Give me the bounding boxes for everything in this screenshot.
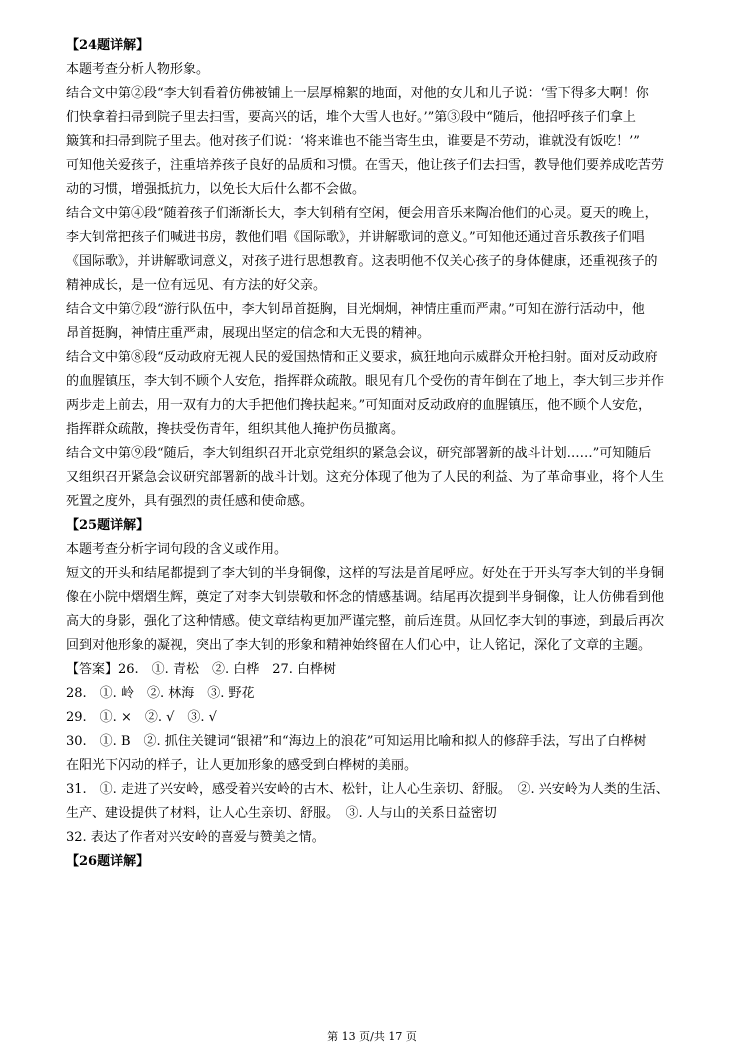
text-line: 短文的开头和结尾都提到了李大钊的半身铜像，这样的写法是首尾呼应。好处在于开头写李大钊的半身铜 [66, 566, 665, 581]
text-line: 死置之度外，具有强烈的责任感和使命感。 [66, 494, 314, 509]
answer-line: 在阳光下闪动的样子，让人更加形象的感受到白桦树的美丽。 [66, 758, 418, 773]
text-line: 又组织召开紧急会议研究部署新的战斗计划。这充分体现了他为了人民的利益、为了革命事业，将个人生 [66, 470, 665, 485]
text-line: 簸箕和扫帚到院子里去。他对孩子们说：‘将来谁也不能当寄生虫，谁要是不劳动，谁就没有饭吃！’” [66, 134, 640, 149]
answer-line: 生产、建设提供了材料，让人心生亲切、舒服。 ③. 人与山的关系日益密切 [66, 806, 497, 821]
section-heading-25: 【25题详解】 [66, 518, 150, 533]
text-line: 指挥群众疏散，搀扶受伤青年，组织其他人掩护伤员撤离。 [66, 422, 405, 437]
answer-line: 29. ①. × ②. √ ③. √ [66, 710, 217, 725]
document-body [66, 36, 680, 876]
text-line: 昂首挺胸，神情庄重严肃，展现出坚定的信念和大无畏的精神。 [66, 326, 431, 341]
text-line: 可知他关爱孩子，注重培养孩子良好的品质和习惯。在雪天，他让孩子们去扫雪，教导他们要养成吃苦劳 [66, 158, 665, 173]
text-line: 精神成长，是一位有远见、有方法的好父亲。 [66, 278, 327, 293]
page-number-footer: 第 13 页/共 17 页 [327, 1030, 417, 1043]
text-line: 结合文中第④段“随着孩子们渐渐长大，李大钊稍有空闲，便会用音乐来陶冶他们的心灵。夏天的晚上， [66, 206, 658, 221]
text-line: 们快拿着扫帚到院子里去扫雪，要高兴的话，堆个大雪人也好。’”第③段中“随后，他招呼孩子们拿上 [66, 110, 636, 125]
text-line: 结合文中第⑨段“随后，李大钊组织召开北京党组织的紧急会议，研究部署新的战斗计划……”可知随后 [66, 446, 652, 461]
section-heading-24: 【24题详解】 [66, 38, 150, 53]
text-line: 回到对他形象的凝视，突出了李大钊的形象和精神始终留在人们心中，让人铭记，深化了文章的主题。 [66, 638, 652, 653]
text-line: 李大钊常把孩子们喊进书房，教他们唱《国际歌》，并讲解歌词的意义。”可知他还通过音乐教孩子们唱 [66, 230, 645, 245]
text-line: 本题考查分析字词句段的含义或作用。 [66, 542, 288, 557]
text-line: 结合文中第⑧段“反动政府无视人民的爱国热情和正义要求，疯狂地向示威群众开枪扫射。面对反动政府 [66, 350, 658, 365]
text-line: 的血腥镇压，李大钊不顾个人安危，指挥群众疏散。眼见有几个受伤的青年倒在了地上，李大钊三步并作 [66, 374, 665, 389]
text-line: 《国际歌》，并讲解歌词意义，对孩子进行思想教育。这表明他不仅关心孩子的身体健康，还重视孩子的 [66, 254, 658, 269]
answer-line: 28. ①. 岭 ②. 林海 ③. 野花 [66, 686, 255, 701]
answer-line: 【答案】26. ①. 青松 ②. 白桦 27. 白桦树 [66, 662, 337, 677]
text-line: 高大的身影，强化了这种情感。使文章结构更加严谨完整，前后连贯。从回忆李大钊的事迹，到最后再次 [66, 614, 665, 629]
answer-line: 30. ①. B ②. 抓住关键词“银裙”和“海边上的浪花”可知运用比喻和拟人的修辞手法，写出了白桦树 [66, 734, 647, 749]
text-line: 本题考查分析人物形象。 [66, 62, 210, 77]
text-line: 结合文中第②段“李大钊看着仿佛被铺上一层厚棉絮的地面，对他的女儿和儿子说：‘雪下得多大啊！你 [66, 86, 649, 101]
answer-line: 32. 表达了作者对兴安岭的喜爱与赞美之情。 [66, 830, 325, 845]
section-heading-26: 【26题详解】 [66, 854, 150, 869]
text-line: 动的习惯，增强抵抗力，以免长大后什么都不会做。 [66, 182, 366, 197]
text-line: 两步走上前去，用一双有力的大手把他们搀扶起来。”可知面对反动政府的血腥镇压，他不顾个人安危， [66, 398, 652, 413]
text-line: 像在小院中熠熠生辉，奠定了对李大钊崇敬和怀念的情感基调。结尾再次提到半身铜像，让人仿佛看到他 [66, 590, 665, 605]
answer-line: 31. ①. 走进了兴安岭，感受着兴安岭的古木、松针，让人心生亲切、舒服。 ②. 兴安岭为人类的生活、 [66, 782, 669, 797]
text-line: 结合文中第⑦段“游行队伍中，李大钊昂首挺胸，目光炯炯，神情庄重而严肃。”可知在游行活动中，他 [66, 302, 645, 317]
